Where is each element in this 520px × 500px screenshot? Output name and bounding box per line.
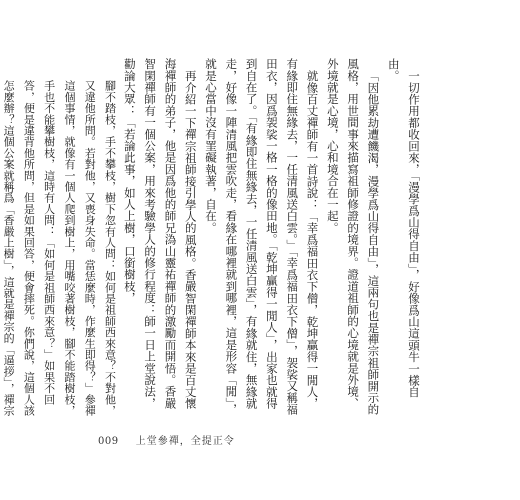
running-title: 上堂參禪，全提正令	[135, 436, 235, 447]
main-text-column	[2, 58, 424, 418]
paragraph-4: 再介紹一下禪宗祖師接引學人的風格。香嚴智閑禪師本來是百丈懷海禪師的弟子，他是因爲他的師兄溈山靈祐禪師的激勵而開悟。香嚴智閑禪師有一個公案，用來考驗學人的修行程度：師一日上堂說法，勸論大眾：「若論此事，如人上樹，口銜樹枝，	[122, 58, 198, 409]
page-footer	[98, 432, 235, 447]
paragraph-5: 腳不踏枝，手不攀枝，樹下忽有人問：如何是祖師西來意？不對他，又違他所問。若對他，又喪身失命。當恁麼時，作麼生即得？」參禪這個事情，就像有一個人爬到樹上，用嘴咬著樹枝，腳不能踏樹枝，手也不能攀樹枝，這時有人問：「如何是祖師西來意？」如果不回答，便是違背他所問，但是如果回答，便會摔死。你們說，這個人該怎麼辦？這個公案就稱爲「香嚴上樹」，這就是禪宗的「逼拶」，禪宗	[2, 80, 117, 417]
page-number: 009	[98, 436, 119, 447]
paragraph-1: 一切作用都收回來，「漫學爲山得自由」，好像爲山這頭牛一樣自由。	[386, 58, 421, 398]
paragraph-2: 「因他累劫遭饑渴，漫學爲山得自由」，這兩句也是禪宗祖師開示的風格，用世間事來描寫祖師修證的境界。證道祖師的心境就是外境、外境就是心境，心和境合在一起。	[325, 58, 381, 415]
paragraph-3: 就像百丈禪師有一首詩說：「幸爲福田衣下僧，乾坤贏得一閒人，有緣即住無緣去，一任清風送白雲。」「幸爲福田衣下僧」，袈裟又稱福田衣，因爲袈裟一格一格的像田地。「乾坤贏得一閒人」，出家也就得到自在了。「有緣即住無緣去，一任清風送白雲」，有緣就住，無緣就走，好像一陣清風把雲吹走，看緣在哪裡就到哪裡，這是形容「閒」，就是心當中沒有罣礙執著，自在。	[204, 58, 320, 416]
